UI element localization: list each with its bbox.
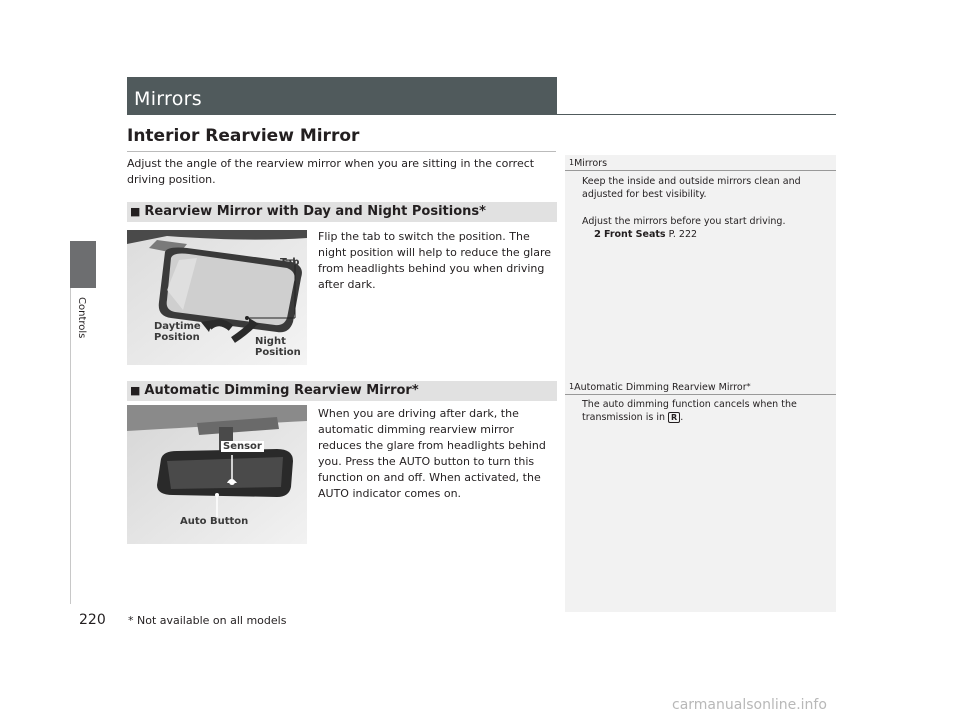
page-heading: Interior Rearview Mirror bbox=[127, 126, 360, 146]
section-tab-marker bbox=[70, 241, 96, 288]
note-title-text: Mirrors bbox=[574, 158, 608, 169]
note-rule bbox=[565, 394, 836, 395]
day-night-description: Flip the tab to switch the position. The night position will help to reduce the glare from headlights behind you when driving after dark. bbox=[318, 230, 552, 291]
reference-name: Front Seats bbox=[603, 229, 666, 240]
gear-r-key-icon: R bbox=[668, 412, 680, 423]
note-text: The auto dimming function cancels when the transmission is in bbox=[582, 399, 797, 423]
auto-button-label: Auto Button bbox=[180, 516, 249, 527]
note-mirrors-line2: Adjust the mirrors before you start driving. bbox=[582, 216, 786, 227]
subsection-title-auto-dimming bbox=[130, 383, 419, 398]
note-title-text: Automatic Dimming Rearview Mirror bbox=[574, 382, 747, 393]
footnote: * Not available on all models bbox=[128, 614, 287, 627]
note-title-mirrors bbox=[569, 158, 607, 169]
heading-rule bbox=[127, 151, 556, 152]
note-marker: 1 bbox=[569, 382, 575, 391]
subsection-title-text: Automatic Dimming Rearview Mirror bbox=[144, 383, 412, 398]
cross-reference-front-seats[interactable] bbox=[594, 228, 839, 241]
section-label: Controls bbox=[76, 297, 87, 339]
note-end: . bbox=[680, 412, 684, 423]
auto-dimming-mirror-figure bbox=[127, 405, 307, 544]
auto-dimming-description: When you are driving after dark, the automatic dimming rearview mirror reduces the glare from headlights behind you. Press the AUTO button to turn this function on and off. When activated, the AUTO indicator comes on. bbox=[318, 407, 546, 500]
tab-label: Tab bbox=[280, 257, 300, 268]
asterisk: * bbox=[746, 382, 751, 391]
day-night-mirror-figure bbox=[127, 230, 307, 365]
header-rule bbox=[557, 114, 836, 115]
subsection-title-day-night bbox=[130, 204, 486, 219]
night-position-label: Night Position bbox=[255, 336, 301, 358]
asterisk: * bbox=[411, 383, 419, 398]
square-bullet-icon: ■ bbox=[130, 384, 141, 397]
watermark: carmanualsonline.info bbox=[672, 697, 827, 713]
daytime-position-label: Daytime Position bbox=[154, 321, 201, 343]
chapter-title: Mirrors bbox=[134, 88, 202, 110]
note-mirrors-line1: Keep the inside and outside mirrors clean and adjusted for best visibility. bbox=[582, 176, 801, 200]
subsection-title-text: Rearview Mirror with Day and Night Positions bbox=[144, 204, 480, 219]
intro-text: Adjust the angle of the rearview mirror when you are sitting in the correct driving position. bbox=[127, 157, 535, 186]
sensor-label: Sensor bbox=[223, 441, 262, 452]
reference-arrow-icon: 2 bbox=[594, 229, 601, 240]
note-title-auto-dimming bbox=[569, 382, 751, 393]
reference-page: P. 222 bbox=[668, 229, 698, 240]
note-marker: 1 bbox=[569, 158, 575, 167]
square-bullet-icon: ■ bbox=[130, 205, 141, 218]
page-number: 220 bbox=[79, 612, 106, 628]
sidebar-divider bbox=[70, 288, 71, 604]
note-rule bbox=[565, 170, 836, 171]
note-auto-dimming-text bbox=[582, 398, 827, 424]
asterisk: * bbox=[479, 204, 486, 219]
